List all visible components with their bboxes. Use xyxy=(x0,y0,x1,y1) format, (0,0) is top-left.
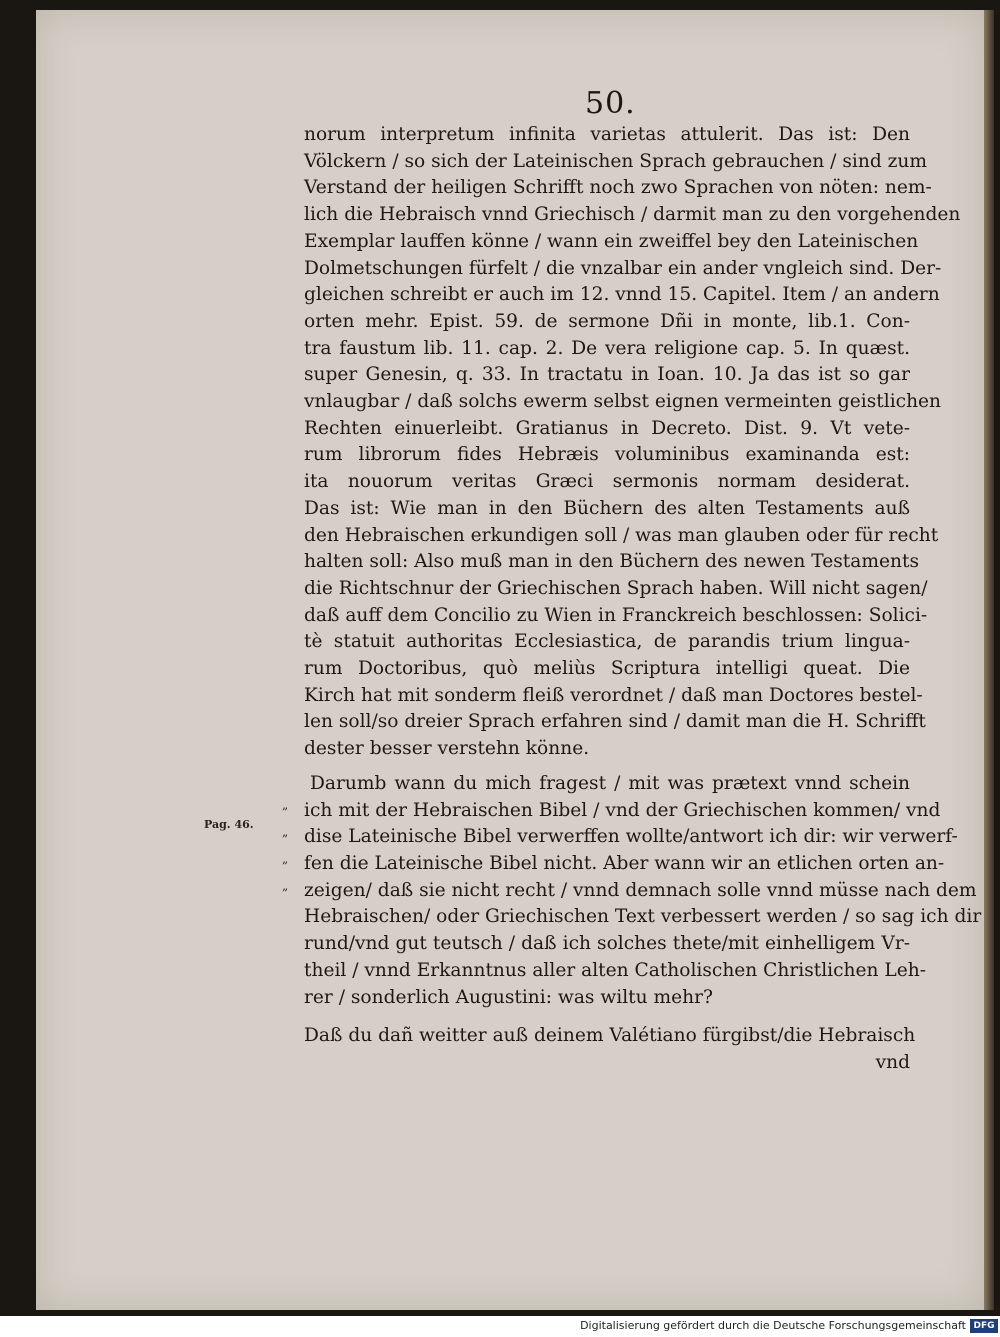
text-line: den Hebraischen erkundigen soll / was man glauben oder für recht xyxy=(304,524,939,546)
footer-bar xyxy=(0,1316,1000,1337)
text-line: norum interpretum infinita varietas attulerit. Das ist: Den xyxy=(304,124,910,145)
text-line: len soll/so dreier Sprach erfahren sind / damit man die H. Schrifft xyxy=(304,711,926,733)
text-line: orten mehr. Epist. 59. de sermone Dñi in monte, lib.1. Con- xyxy=(304,310,910,332)
text-line: vnlaugbar / daß solchs ewerm selbst eignen vermeinten geistlichen xyxy=(304,391,942,413)
text-line: super Genesin, q. 33. In tractatu in Ioan. 10. Ja das ist so gar xyxy=(304,364,910,386)
paragraph-3 xyxy=(304,1023,916,1076)
text-line: rum Doctoribus, quò meliùs Scriptura intelligi queat. Die xyxy=(304,658,910,680)
text-line: tè statuit authoritas Ecclesiastica, de parandis trium lingua- xyxy=(304,631,910,653)
text-line: rund/vnd gut teutsch / daß ich solches thete/mit einhelligem Vr- xyxy=(304,933,910,955)
page-number: 50. xyxy=(585,86,636,121)
text-line: Exemplar lauffen könne / wann ein zweiffel bey den Lateinischen xyxy=(304,230,919,252)
text-line: daß auff dem Concilio zu Wien in Franckreich beschlossen: Solici- xyxy=(304,604,928,626)
text-line: Dolmetschungen fürfelt / die vnzalbar ein ander vngleich sind. Der- xyxy=(304,257,942,279)
text-line: dester besser verstehn könne. xyxy=(304,738,590,760)
text-line: Verstand der heiligen Schrifft noch zwo Sprachen von nöten: nem- xyxy=(304,177,932,199)
text-line: fen die Lateinische Bibel nicht. Aber wann wir an etlichen orten an- xyxy=(304,852,945,874)
body-text xyxy=(304,122,982,1077)
text-line: zeigen/ daß sie nicht recht / vnnd demnach solle vnnd müsse nach dem xyxy=(304,879,977,901)
quote-marks xyxy=(282,792,288,900)
text-line: Das ist: Wie man in den Büchern des alten Testaments auß xyxy=(304,497,910,519)
text-line: die Richtschnur der Griechischen Sprach haben. Will nicht sagen/ xyxy=(304,577,928,599)
text-line: ita nouorum veritas Græci sermonis normam desiderat. xyxy=(304,471,910,493)
text-line: gleichen schreibt er auch im 12. vnnd 15. Capitel. Item / an andern xyxy=(304,284,940,306)
page-edge xyxy=(984,10,994,1310)
text-line: Hebraischen/ oder Griechischen Text verbessert werden / so sag ich dir xyxy=(304,906,982,928)
paragraph-1 xyxy=(304,122,961,763)
text-line: Rechten einuerleibt. Gratianus in Decreto. Dist. 9. Vt vete- xyxy=(304,417,910,439)
quote-mark: „ xyxy=(282,798,289,812)
margin-note: Pag. 46. xyxy=(204,818,254,831)
quote-mark: „ xyxy=(282,825,289,839)
text-line: Kirch hat mit sonderm fleiß verordnet / daß man Doctores bestel- xyxy=(304,684,923,706)
text-line: rer / sonderlich Augustini: was wiltu mehr? xyxy=(304,986,713,1008)
text-line: halten soll: Also muß man in den Büchern des newen Testaments xyxy=(304,551,919,573)
dfg-logo: DFG xyxy=(970,1319,998,1333)
quote-mark: „ xyxy=(282,852,289,866)
text-line: ich mit der Hebraischen Bibel / vnd der Griechischen kommen/ vnd xyxy=(304,799,941,821)
text-line: rum librorum fides Hebræis voluminibus examinanda est: xyxy=(304,444,910,466)
paragraph-2 xyxy=(304,771,982,1011)
text-line: Darumb wann du mich fragest / mit was prætext vnnd schein xyxy=(310,772,910,794)
text-line: Daß du dañ weitter auß deinem Valétiano fürgibst/die Hebraisch xyxy=(304,1025,916,1047)
text-line: Völckern / so sich der Lateinischen Sprach gebrauchen / sind zum xyxy=(304,150,928,172)
text-line: theil / vnnd Erkanntnus aller alten Catholischen Christlichen Leh- xyxy=(304,959,927,981)
quote-mark: „ xyxy=(282,879,289,893)
funding-notice: Digitalisierung gefördert durch die Deutsche Forschungsgemeinschaft xyxy=(580,1319,966,1332)
text-line: lich die Hebraisch vnnd Griechisch / darmit man zu den vorgehenden xyxy=(304,204,961,226)
text-line: dise Lateinische Bibel verwerffen wollte/antwort ich dir: wir verwerf- xyxy=(304,826,958,848)
catchword: vnd xyxy=(875,1051,910,1073)
text-line: tra faustum lib. 11. cap. 2. De vera religione cap. 5. In quæst. xyxy=(304,337,910,359)
